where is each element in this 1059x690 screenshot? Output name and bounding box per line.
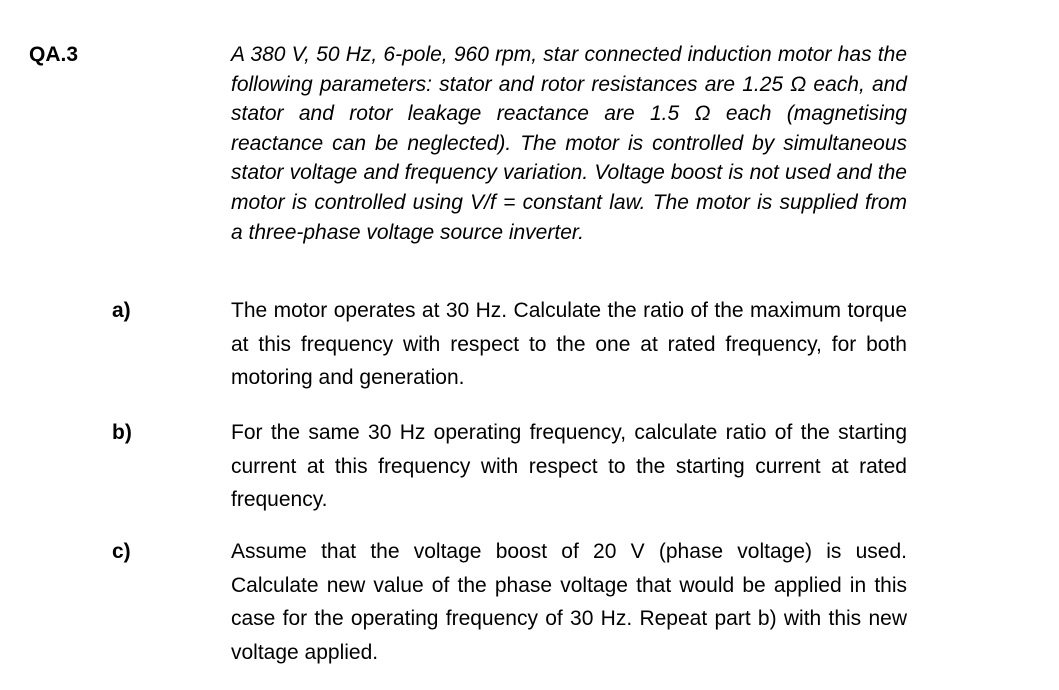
part-c-label: c) [112, 540, 131, 563]
part-a-label: a) [112, 299, 131, 322]
question-number: QA.3 [29, 43, 79, 66]
question-intro: A 380 V, 50 Hz, 6-pole, 960 rpm, star connected induction motor has the following parameters: stator and rotor resistances are 1.25 Ω each, and stator and rotor leakage reactance are 1.5 Ω each (magnetising reactance can be neglected). The motor is controlled by simultaneous stator voltage and frequency variation. Voltage boost is not used and the motor is controlled using V/f = constant law. The motor is supplied from a three-phase voltage source inverter. [231, 43, 907, 244]
part-a-text: The motor operates at 30 Hz. Calculate the ratio of the maximum torque at this frequency with respect to the one at rated frequency, for both motoring and generation. [231, 299, 907, 389]
part-b-label: b) [112, 421, 132, 444]
part-b-text: For the same 30 Hz operating frequency, calculate ratio of the starting current at this frequency with respect to the starting current at rated frequency. [231, 421, 907, 511]
part-c-text: Assume that the voltage boost of 20 V (phase voltage) is used. Calculate new value of the phase voltage that would be applied in this case for the operating frequency of 30 Hz. Repeat part b) with this new voltage applied. [231, 540, 907, 664]
